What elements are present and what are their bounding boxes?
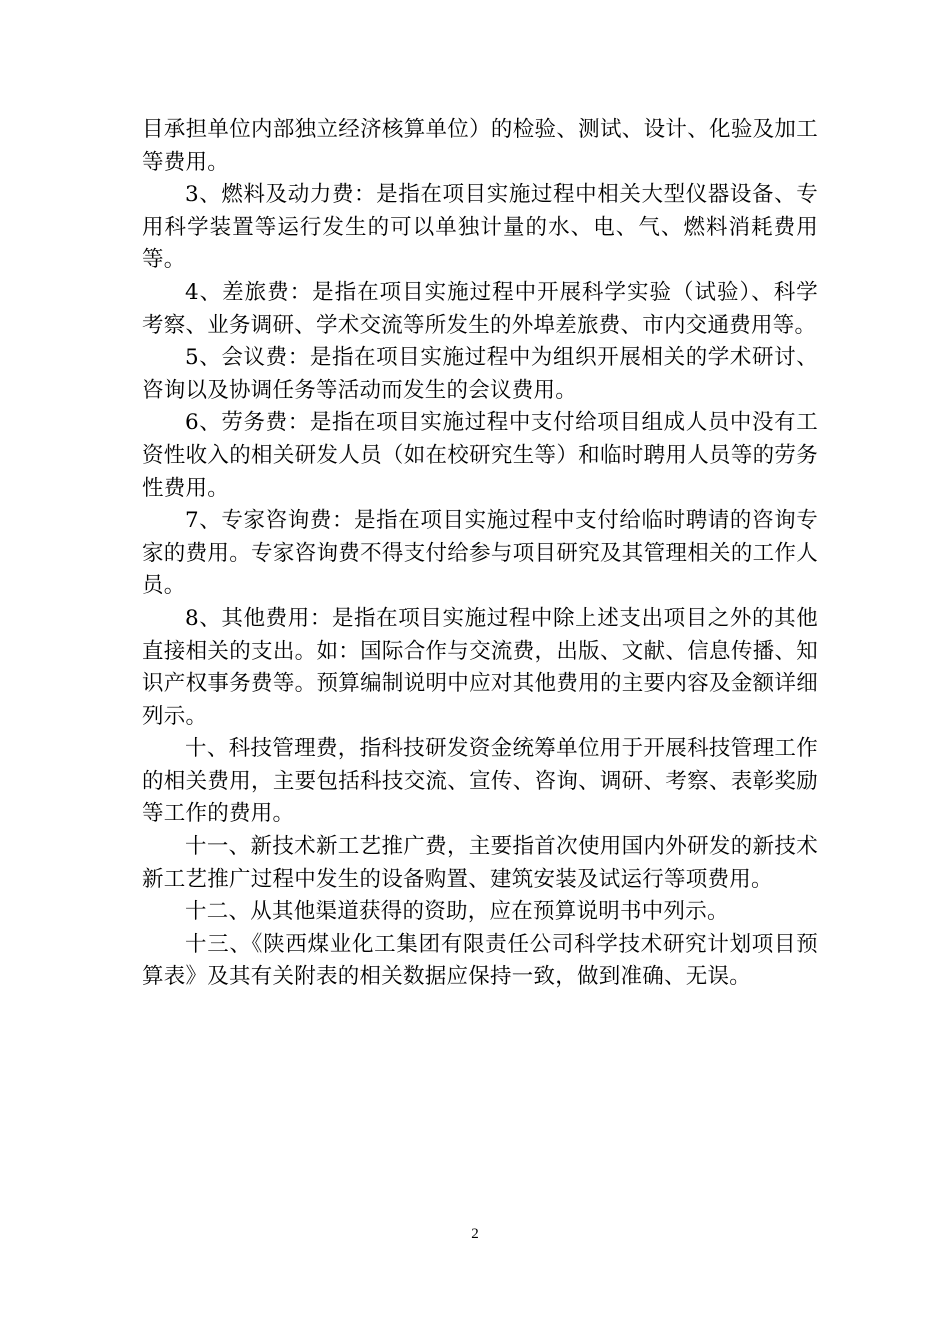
page-number: 2 — [471, 1226, 479, 1242]
paragraph-labor-fee: 6、劳务费：是指在项目实施过程中支付给项目组成人员中没有工资性收入的相关研发人员（如在校研究生等）和临时聘用人员等的劳务性费用。 — [142, 410, 818, 501]
paragraph-other-funding: 十二、从其他渠道获得的资助，应在预算说明书中列示。 — [185, 899, 729, 925]
paragraph-other-fees: 8、其他费用：是指在项目实施过程中除上述支出项目之外的其他直接相关的支出。如：国际合作与交流费，出版、文献、信息传播、知识产权事务费等。预算编制说明中应对其他费用的主要内容及金额详细列示。 — [142, 605, 818, 729]
paragraph-tech-management-fee: 十、科技管理费，指科技研发资金统筹单位用于开展科技管理工作的相关费用，主要包括科技交流、宣传、咨询、调研、考察、表彰奖励等工作的费用。 — [142, 736, 818, 827]
paragraph-continuation: 目承担单位内部独立经济核算单位）的检验、测试、设计、化验及加工等费用。 — [142, 117, 818, 175]
document-body — [142, 114, 818, 994]
paragraph-expert-consulting-fee: 7、专家咨询费：是指在项目实施过程中支付给临时聘请的咨询专家的费用。专家咨询费不得支付给参与项目研究及其管理相关的工作人员。 — [142, 508, 818, 599]
paragraph-promotion-fee: 十一、新技术新工艺推广费，主要指首次使用国内外研发的新技术新工艺推广过程中发生的设备购置、建筑安装及试运行等项费用。 — [142, 834, 818, 892]
paragraph-travel-fee: 4、差旅费：是指在项目实施过程中开展科学实验（试验）、科学考察、业务调研、学术交流等所发生的外埠差旅费、市内交通费用等。 — [142, 279, 818, 338]
paragraph-fuel-power-fee: 3、燃料及动力费：是指在项目实施过程中相关大型仪器设备、专用科学装置等运行发生的可以单独计量的水、电、气、燃料消耗费用等。 — [142, 182, 818, 273]
paragraph-meeting-fee: 5、会议费：是指在项目实施过程中为组织开展相关的学术研讨、咨询以及协调任务等活动而发生的会议费用。 — [142, 345, 818, 403]
paragraph-budget-consistency: 十三、《陕西煤业化工集团有限责任公司科学技术研究计划项目预算表》及其有关附表的相关数据应保持一致，做到准确、无误。 — [142, 931, 818, 990]
